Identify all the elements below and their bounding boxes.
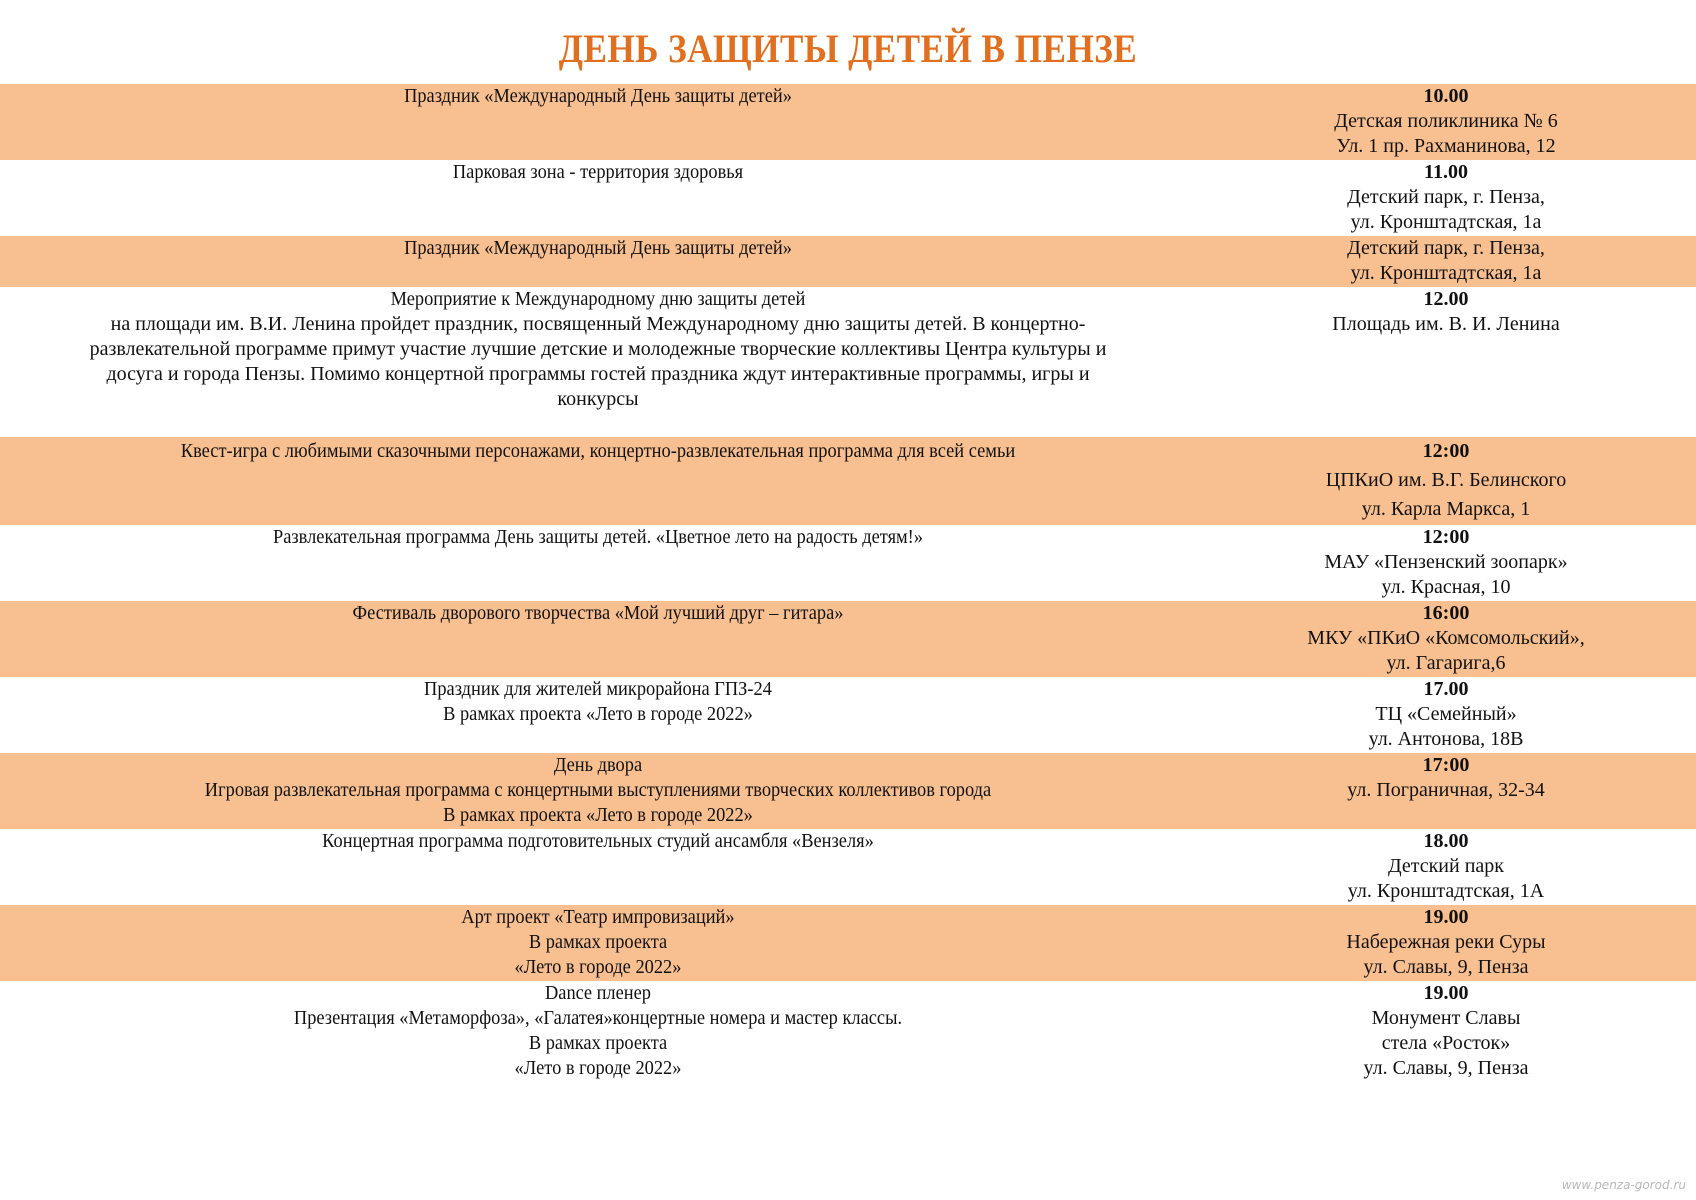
event-description [48,905,1148,981]
place-line: ТЦ «Семейный» [1375,703,1517,725]
event-line: В рамках проекта [528,1032,668,1054]
event-line: В рамках проекта «Лето в городе 2022» [443,804,753,826]
event-row [0,829,1696,905]
event-time: 10.00 [1423,85,1469,107]
place-line: стела «Росток» [1381,1032,1511,1054]
event-line: Фестиваль дворового творчества «Мой лучший друг – гитара» [352,602,844,624]
event-time: 19.00 [1423,982,1469,1004]
event-description [48,437,1148,525]
event-time: 19.00 [1423,906,1469,928]
event-place [1196,981,1696,1091]
event-description [48,601,1148,677]
event-description [48,677,1148,753]
event-time: 18.00 [1423,830,1469,852]
place-line: Площадь им. В. И. Ленина [1332,313,1560,335]
event-line: конкурсы [557,388,639,410]
event-time: 17:00 [1422,754,1470,776]
place-line: Монумент Славы [1371,1007,1521,1029]
place-line: ул. Кронштадтская, 1а [1350,211,1542,233]
event-description [48,160,1148,236]
event-place [1196,437,1696,525]
place-line: ул. Пограничная, 32-34 [1347,779,1545,801]
event-line: Концертная программа подготовительных студий ансамбля «Вензеля» [322,830,874,852]
event-line: досуга и города Пензы. Помимо концертной программы гостей праздника ждут интерактивные программы, игры и [106,363,1090,385]
place-line: ул. Карла Маркса, 1 [1361,498,1531,520]
event-row [0,601,1696,677]
event-line: на площади им. В.И. Ленина пройдет праздник, посвященный Международному дню защиты детей. В концертно- [110,313,1086,335]
event-line: «Лето в городе 2022» [514,956,682,978]
place-line: ул. Кронштадтская, 1А [1347,880,1545,902]
event-row [0,287,1696,437]
place-line: Ул. 1 пр. Рахманинова, 12 [1336,135,1556,157]
event-place [1196,287,1696,437]
event-time: 17.00 [1423,678,1469,700]
event-line: Dance пленер [544,982,652,1004]
place-line: ул. Красная, 10 [1381,576,1511,598]
place-line: Детский парк, г. Пенза, [1347,186,1545,208]
place-line: МАУ «Пензенский зоопарк» [1324,551,1568,573]
event-line: В рамках проекта [528,931,668,953]
event-line: Презентация «Метаморфоза», «Галатея»концертные номера и мастер классы. [293,1007,903,1029]
event-description [48,84,1148,160]
event-row [0,981,1696,1091]
event-place [1196,753,1696,829]
event-description [48,753,1148,829]
event-place [1196,601,1696,677]
event-row [0,236,1696,287]
events-table [0,84,1696,1091]
event-time: 12.00 [1423,288,1469,310]
event-line: Развлекательная программа День защиты детей. «Цветное лето на радость детям!» [272,526,924,548]
event-time: 11.00 [1424,161,1468,183]
place-line: Детский парк, г. Пенза, [1347,237,1545,259]
event-description [48,829,1148,905]
place-line: ул. Славы, 9, Пенза [1363,956,1529,978]
event-row [0,753,1696,829]
place-line: Детская поликлиника № 6 [1334,110,1558,132]
event-time: 12:00 [1422,440,1470,462]
event-line: В рамках проекта «Лето в городе 2022» [443,703,753,725]
place-line: МКУ «ПКиО «Комсомольский», [1307,627,1585,649]
place-line: ул. Антонова, 18В [1368,728,1524,750]
event-line: Праздник «Международный День защиты детей» [404,85,792,107]
event-description [0,287,1196,437]
event-place [1196,84,1696,160]
place-line: ул. Кронштадтская, 1а [1350,262,1542,284]
event-line: Парковая зона - территория здоровья [452,161,744,183]
event-description [48,236,1148,287]
event-line: Арт проект «Театр импровизаций» [461,906,735,928]
event-row [0,160,1696,236]
event-place [1196,829,1696,905]
event-line: Квест-игра с любимыми сказочными персонажами, концертно-развлекательная программа для всей семьи [180,440,1016,462]
event-row [0,677,1696,753]
event-line: «Лето в городе 2022» [514,1057,682,1079]
event-row [0,84,1696,160]
event-time: 12:00 [1422,526,1470,548]
event-time: 16:00 [1422,602,1470,624]
place-line: Детский парк [1387,855,1505,877]
place-line: ЦПКиО им. В.Г. Белинского [1325,469,1567,491]
event-line: развлекательной программе примут участие лучшие детские и молодежные творческие коллективы Центра культуры и [89,338,1107,360]
watermark: www.penza-gorod.ru [1561,1178,1686,1192]
place-line: Набережная реки Суры [1346,931,1546,953]
event-row [0,437,1696,525]
event-row [0,525,1696,601]
event-description [48,981,1148,1091]
event-place [1196,677,1696,753]
event-line: День двора [553,754,643,776]
event-row [0,905,1696,981]
event-line: Игровая развлекательная программа с концертными выступлениями творческих коллективов города [204,779,992,801]
page-title: ДЕНЬ ЗАЩИТЫ ДЕТЕЙ В ПЕНЗЕ [558,26,1138,71]
place-line: ул. Славы, 9, Пенза [1363,1057,1529,1079]
event-line: Праздник для жителей микрорайона ГПЗ-24 [424,678,772,700]
event-line: Праздник «Международный День защиты детей» [404,237,792,259]
event-place [1196,236,1696,287]
event-description [48,525,1148,601]
event-place [1196,905,1696,981]
event-place [1196,525,1696,601]
place-line: ул. Гагарига,6 [1386,652,1506,674]
event-line: Мероприятие к Международному дню защиты детей [390,288,806,310]
event-place [1196,160,1696,236]
